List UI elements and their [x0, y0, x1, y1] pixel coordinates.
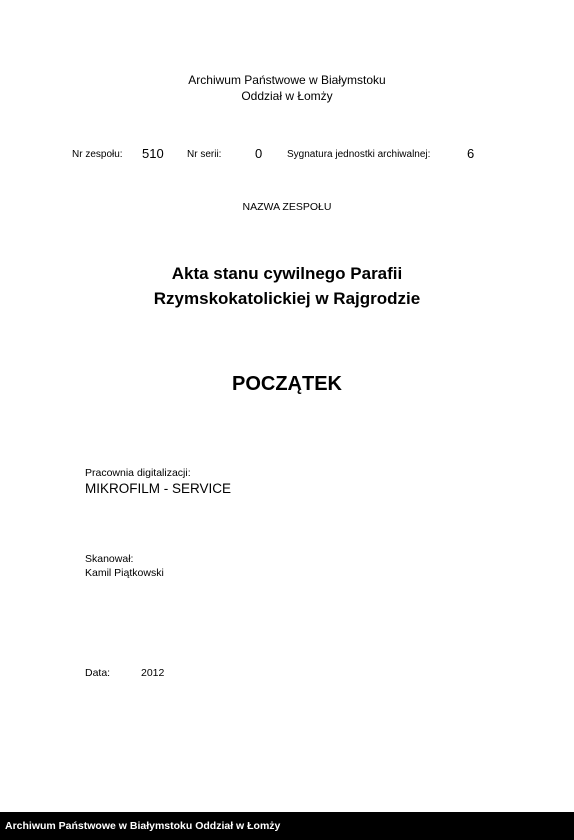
- fond-number-label: Nr zespołu:: [72, 149, 123, 160]
- digitization-label: Pracownia digitalizacji:: [85, 467, 191, 479]
- digitization-value: MIKROFILM - SERVICE: [85, 481, 232, 496]
- footer-bar: [0, 812, 574, 840]
- fond-title-line-1: Akta stanu cywilnego Parafii: [171, 264, 403, 283]
- fond-title-line-2: Rzymskokatolickiej w Rajgrodzie: [153, 289, 421, 308]
- scanned-by-label: Skanował:: [85, 553, 134, 565]
- archive-branch: Oddział w Łomży: [241, 89, 333, 103]
- signature-label: Sygnatura jednostki archiwalnej:: [287, 149, 431, 160]
- series-number-value: 0: [255, 146, 263, 161]
- scanned-by-value: Kamil Piątkowski: [85, 567, 164, 579]
- start-marker: POCZĄTEK: [232, 373, 342, 395]
- date-label: Data:: [85, 667, 111, 679]
- archive-name: Archiwum Państwowe w Białymstoku: [188, 73, 386, 87]
- signature-value: 6: [467, 146, 475, 161]
- date-value: 2012: [141, 667, 165, 679]
- footer-text: Archiwum Państwowe w Białymstoku Oddział w Łomży: [5, 820, 281, 832]
- fond-number-value: 510: [142, 146, 164, 161]
- series-number-label: Nr serii:: [187, 149, 222, 160]
- fond-name-heading: NAZWA ZESPOŁU: [242, 201, 332, 213]
